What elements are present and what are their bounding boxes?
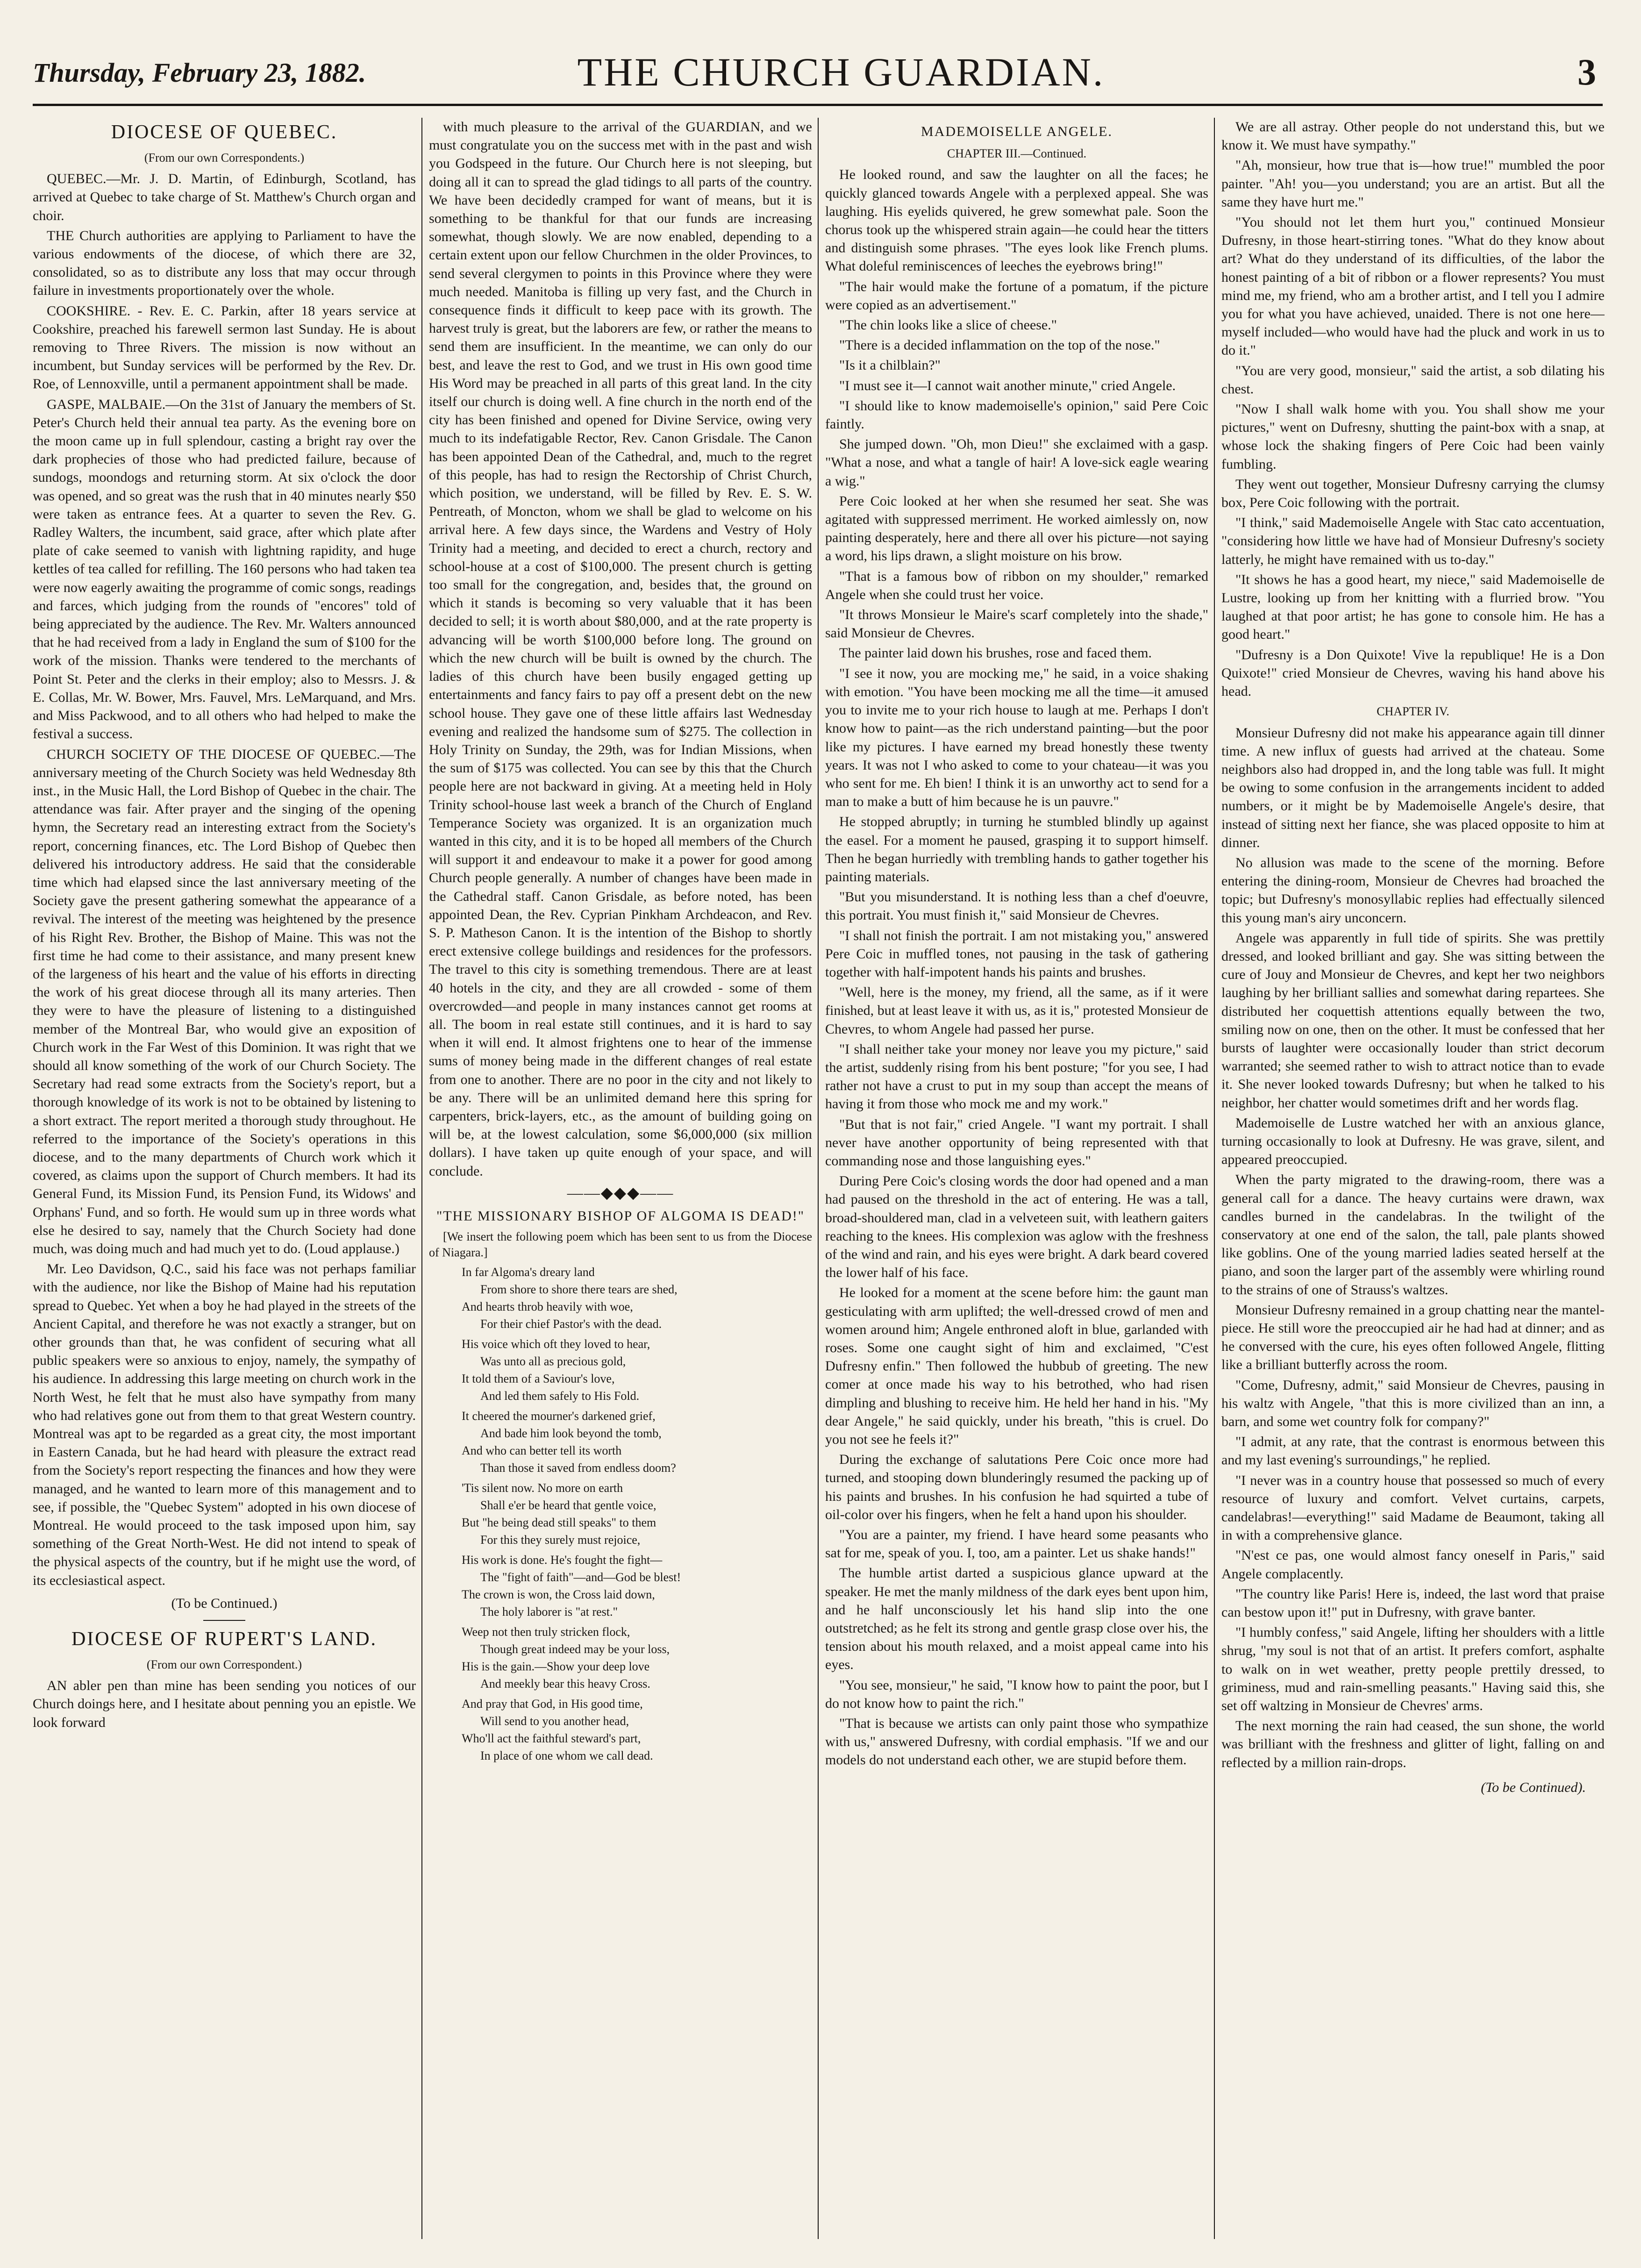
paragraph: He looked round, and saw the laughter on all the faces; he quickly glanced towards Angele with a perplexed appeal. She was laughing. His eyelids quivered, he grew somewhat pale. Soon the chorus took up the whispered strain again—he could hear the titters and distinguish some phrases. "The eyes look like French plums. What doleful reminiscences of leeches the eyebrows bring!" [825,167,1208,274]
paragraph: "I must see it—I cannot wait another minute," cried Angele. [839,378,1176,393]
poem-line: But "he being dead still speaks" to them [462,1516,656,1530]
paragraph: "Well, here is the money, my friend, all the same, as if it were finished, but at least leave it with us, as it is," protested Monsieur de Chevres, to whom Angele had passed her purse. [825,984,1208,1037]
ornament-divider: ——◆◆◆—— [567,1184,674,1202]
paragraph: "I think," said Mademoiselle Angele with Stac cato accentuation, "considering how little we have had of Monsieur Dufresny's society latterly, he might have remained with us to-day." [1221,515,1605,567]
paragraph: "But you misunderstand. It is nothing less than a chef d'oeuvre, this portrait. You must finish it," said Monsieur de Chevres. [825,889,1208,923]
chapter-heading: CHAPTER IV. [1377,705,1449,719]
paragraph: CHURCH SOCIETY OF THE DIOCESE OF QUEBEC.—The anniversary meeting of the Church Society was held Wednesday 8th inst., in the Music Hall, the Lord Bishop of Quebec in the chair. The attendance was fair. After prayer and the singing of the opening hymn, the Secretary read an interesting extract from the Society's report, concerning finances, etc. The Lord Bishop of Quebec then delivered his introductory address. He said that the considerable time which had elapsed since the last anniversary meeting of the Society gave the present gathering somewhat the appearance of a revival. The interest of the meeting was heightened by the presence of his Right Rev. Brother, the Bishop of Maine. This was not the first time he had come to their assistance, and many present knew of the largeness of his heart and the value of his efforts in directing the work of his great diocese through all its many arteries. Then they were to have the pleasure of listening to a distinguished member of the Montreal Bar, who would give an exposition of Church work in the Far West of this Dominion. It was right that we should all know something of the work of our Church Society. The Secretary had read some extracts from the Society's report, but a thorough knowledge of its work is not to be obtained by listening to a short extract. The report merited a thorough study throughout. He referred to the importance of the Society's operations in this diocese, and to the many departments of Church work which it covered, as claims upon the support of Church members. It had its General Fund, its Mission Fund, its Pension Fund, its Widows' and Orphans' Fund, and so forth. He would sum up in three words what else he desired to say, namely that the Church Society had done much, was doing much and had much yet to do. (Loud applause.) [33,746,416,1256]
paragraph: "You should not let them hurt you," continued Monsieur Dufresny, in those heart-stirring tones. "What do they know about art? What do they understand of its difficulties, of the labor the honest painting of a bit of ribbon or a flower represents? You must mind me, my friend, who am a brother artist, and I tell you I admire you for what you have achieved, unaided. There is not one here—myself included—who would have had the pluck and work in us to do it." [1221,214,1605,358]
poem-line: For their chief Pastor's with the dead. [480,1317,662,1331]
poem-line: Will send to you another head, [480,1714,629,1728]
paragraph: "You are very good, monsieur," said the artist, a sob dilating his chest. [1221,363,1605,397]
page-number: 3 [1577,52,1596,93]
poem-line: In place of one whom we call dead. [480,1749,653,1763]
column-1 [33,118,416,2248]
continued-note: (To be Continued.) [171,1595,278,1611]
poem-line: The "fight of faith"—and—God be blest! [480,1570,681,1584]
poem-line: It cheered the mourner's darkened grief, [462,1409,656,1423]
paragraph: with much pleasure to the arrival of the GUARDIAN, and we must congratulate you on the success met with in the past and wish you Godspeed in the future. Our Church here is not sleeping, but doing all it can to spread the glad tidings to all parts of the country. We have been decidedly cramped for want of means, but it is something to be thankful for that our funds are increasing somewhat, though slowly. We are now enabled, depending to a certain extent upon our fellow Churchmen in the older Provinces, to send several clergymen to points in this Province where they were much needed. Manitoba is filling up very fast, and the Church in consequence finds it difficult to keep pace with its growth. The harvest truly is great, but the laborers are few, or rather the means to send them are insufficient. In the meantime, we can only do our best, and leave the rest to God, and we trust in His own good time His Word may be preached in all parts of this great land. In the city itself our church is doing well. A fine church in the north end of the city has been finished and opened for Divine Service, owing very much to its indefatigable Rector, Rev. Canon Grisdale. The Canon has been appointed Dean of the Cathedral, and, much to the regret of this people, has had to resign the Rectorship of Christ Church, which position, we understand, will be filled by Rev. E. S. W. Pentreath, of Moncton, whom we shall be glad to welcome on his arrival here. A few days since, the Wardens and Vestry of Holy Trinity had a meeting, and decided to erect a church, rectory and school-house at a cost of $100,000. The present church is getting too small for the congregation, and, besides that, the ground on which it stands is becoming so very valuable that it has been decided to sell; it is worth about $80,000, and at the rate property is advancing will be worth $100,000 before long. The ground on which the new church will be built is owned by the church. The ladies of this church have been busily engaged getting up entertainments and fancy fairs to pay off a present debt on the new school house. They gave one of these little affairs last Wednesday evening and realized the handsome sum of $275. The collection in Holy Trinity on Sunday, the 29th, was for Indian Missions, when the sum of $175 was collected. You can see by this that the Church people here are not backward in giving. At a meeting held in Holy Trinity school-house last week a branch of the Church of England Temperance Society was organized. It is an organization much wanted in this city, and it is to be hoped all members of the Church will support it and endeavour to make it a power for good among Church people generally. A number of changes have been made in the Cathedral staff. Canon Grisdale, as before noted, has been appointed Dean, the Rev. Cyprian Pinkham Archdeacon, and Rev. S. P. Matheson Canon. It is the intention of the Bishop to shortly erect extensive college buildings and residences for the professors. The travel to this city is something tremendous. There are at least 40 hotels in the city, and they are all crowded - some of them overcrowded—and people in many instances cannot get rooms at all. The boom in real estate still continues, and it is hard to say when it will end. It almost frightens one to hear of the immense sums of money being made in the different changes of real estate from one to another. There are no poor in the city and not likely to be any. There will be an unlimited demand here this spring for carpenters, brick-layers, etc., as the amount of building going on will be, at the lowest calculation, some $6,000,000 (six million dollars). I have taken up quite enough of your space, and will conclude. [429,119,812,1179]
paragraph: We are all astray. Other people do not understand this, but we know it. We must have sympathy." [1221,119,1605,153]
paragraph: He looked for a moment at the scene before him: the gaunt man gesticulating with arm uplifted; the well-dressed crowd of men and women around him; Angele enthroned aloft in blue, garlanded with roses. Some one caught sight of him and exclaimed, "C'est Dufresny enfin." Then followed the hubbub of greeting. The new comer at once made his way to his betrothed, who had risen dimpling and blushing to receive him. He held her hand in his. "My dear Angele," he said quickly, under his breath, "this is cruel. Do you not see he feels it?" [825,1285,1208,1448]
paragraph: QUEBEC.—Mr. J. D. Martin, of Edinburgh, Scotland, has arrived at Quebec to take charge of St. Matthew's Church organ and choir. [33,171,416,223]
paragraph: "You are a painter, my friend. I have heard some peasants who sat for me, speak of you. I, too, am a painter. Let us shake hands!" [825,1527,1208,1561]
paragraph: The next morning the rain had ceased, the sun shone, the world was brilliant with the freshness and glitter of light, falling on and reflected by a million rain-drops. [1221,1718,1605,1770]
poem-stanza [429,1551,812,1620]
poem-line: 'Tis silent now. No more on earth [462,1481,623,1495]
story-title: MADEMOISELLE ANGELE. [921,124,1113,139]
paragraph: "I see it now, you are mocking me," he said, in a voice shaking with emotion. "You have been mocking me all the time—it amused you to invite me to your rich house to laugh at me. Perhaps I don't know how to paint—as the rich understand painting—but the poor like my pictures. I have earned my bread honestly these twenty years. It was not I who asked to come to your chateau—it was you who sent for me. Eh bien! I think it is an unworthy act to send for a man to make a butt of him because he is un pauvre." [825,665,1208,810]
paragraph: "It shows he has a good heart, my niece," said Mademoiselle de Lustre, looking up from her knitting with a flurried brow. "You laughed at that poor artist; he has gone to console him. He has a good heart." [1221,571,1605,642]
story-body [1221,118,1605,700]
paragraph: During Pere Coic's closing words the door had opened and a man had paused on the threshold in the act of entering. He was a tall, broad-shouldered man, clad in a velveteen suit, with leathern gaiters reaching to the knees. His complexion was aglow with the freshness of the wind and rain, and his eyes were bright. A dark beard covered the lower half of his face. [825,1173,1208,1281]
paragraph: "I never was in a country house that possessed so much of every resource of luxury and comfort. Velvet curtains, carpets, candelabras!—everything!" said Madame de Beaumont, taking all in with a comprehensive glance. [1221,1472,1605,1543]
continued-note: (To be Continued). [1481,1779,1586,1795]
story-body [1221,724,1605,1772]
article-separator [203,1620,245,1621]
article-source: (From our own Correspondent.) [146,1658,302,1672]
paragraph: "Is it a chilblain?" [839,357,941,373]
poem [429,1263,812,1764]
poem-line: Though great indeed may be your loss, [480,1642,670,1656]
paragraph: GASPE, MALBAIE.—On the 31st of January the members of St. Peter's Church held their annual tea party. As the evening bore on the moon came up in full splendour, casting a bright ray over the dark prophecies of those who had predicted failure, because of sundogs, moondogs and returning storm. At six o'clock the door was opened, and so great was the rush that in 40 minutes nearly $50 were taken as entrance fees. At a quarter to seven the Rev. G. Radley Walters, the incumbent, said grace, after which plate after plate of cake seemed to vanish with lightning rapidity, and huge kettles of tea called for refilling. The 160 persons who had taken tea were now eagerly awaiting the programme of comic songs, readings and farces, which judging from the rounds of "encores" told of being appreciated by the audience. The Rev. Mr. Walters announced that he had received from a lady in England the sum of $100 for the work of the mission. Thanks were tendered to the merchants of Point St. Peter and the clerks in their employ; also to Messrs. J. & E. Collas, Mr. W. Bower, Mrs. Fauvel, Mrs. LeMarquand, and Mrs. and Miss Packwood, and to all others who had helped to make the festival a success. [33,396,416,742]
poem-line: Than those it saved from endless doom? [480,1461,676,1475]
paragraph: "I should like to know mademoiselle's opinion," said Pere Coic faintly. [825,398,1208,432]
poem-stanza [429,1479,812,1548]
article-body [429,118,812,1180]
paragraph: "The country like Paris! Here is, indeed, the last word that praise can bestow upon it!" put in Dufresny, with grave banter. [1221,1586,1605,1620]
paragraph: "The chin looks like a slice of cheese." [839,317,1057,333]
poem-line: And meekly bear this heavy Cross. [480,1677,650,1691]
paragraph: Pere Coic looked at her when she resumed her seat. She was agitated with suppressed merriment. He worked aimlessly on, now painting desperately, here and there all over his picture—not saying a word, his lips drawn, a slight moisture on his brow. [825,493,1208,564]
paragraph: AN abler pen than mine has been sending you notices of our Church doings here, and I hesitate about penning you an epistle. We look forward [33,1678,416,1730]
article-source: (From our own Correspondents.) [144,151,305,164]
poem-line: In far Algoma's dreary land [462,1265,595,1279]
poem-line: And pray that God, in His good time, [462,1697,643,1711]
poem-line: From shore to shore there tears are shed, [480,1283,678,1297]
poem-stanza [429,1695,812,1764]
paragraph: Mademoiselle de Lustre watched her with an anxious glance, turning occasionally to look at Dufresny. He was grave, silent, and appeared preoccupied. [1221,1115,1605,1168]
paragraph: The painter laid down his brushes, rose and faced them. [839,645,1152,661]
poem-stanza [429,1407,812,1476]
column-divider [818,118,819,2239]
paragraph: COOKSHIRE. - Rev. E. C. Parkin, after 18 years service at Cookshire, preached his farewell sermon last Sunday. He is about removing to Three Rivers. The mission is now without an incumbent, but Sunday services will be performed by the Rev. Dr. Roe, of Lennoxville, until a permanent appointment shall be made. [33,303,416,392]
paragraph: "I shall not finish the portrait. I am not mistaking you," answered Pere Coic in muffled tones, not pausing in the task of gathering together with half-impotent hands his paints and brushes. [825,927,1208,980]
paragraph: Monsieur Dufresny remained in a group chatting near the mantel-piece. He still wore the preoccupied air he had had at dinner; and as he conversed with the cure, his eyes often followed Angele, flitting like a brilliant butterfly across the room. [1221,1302,1605,1373]
paragraph: "Now I shall walk home with you. You shall show me your pictures," went on Dufresny, shutting the paint-box with a snap, at whose lock the shaking fingers of Pere Coic had been vainly fumbling. [1221,401,1605,472]
poem-line: Shall e'er be heard that gentle voice, [480,1498,656,1512]
poem-line: And who can better tell its worth [462,1444,622,1458]
column-divider [1214,118,1215,2239]
poem-line: And bade him look beyond the tomb, [480,1426,662,1441]
paragraph: "I shall neither take your money nor leave you my picture," said the artist, suddenly rising from his bent posture; "for you see, I had rather not have a crust to put in my soup than accept the means of having it from those who mock me and my work." [825,1041,1208,1112]
paragraph: "Come, Dufresny, admit," said Monsieur de Chevres, pausing in his waltz with Angele, "that this is more civilized than an inn, a barn, and some wet country folk for company?" [1221,1377,1605,1430]
poem-line: Who'll act the faithful steward's part, [462,1732,641,1746]
poem-line: And hearts throb heavily with woe, [462,1300,633,1314]
poem-line: Weep not then truly stricken flock, [462,1625,630,1639]
poem-stanza [429,1335,812,1405]
article-heading: DIOCESE OF QUEBEC. [111,121,338,143]
paragraph: "Dufresny is a Don Quixote! Vive la republique! He is a Don Quixote!" cried Monsieur de Chevres, waving his hand above his head. [1221,647,1605,699]
masthead-title: THE CHURCH GUARDIAN. [577,50,1105,94]
column-2 [429,118,812,2248]
header-rule [33,104,1603,106]
paragraph: "I humbly confess," said Angele, lifting her shoulders with a little shrug, "my soul is not that of an artist. It prefers comfort, asphalte to walk on in wet weather, pretty people prettily dressed, to griminess, mud and rain-smelling peasants." Having said this, she set off waltzing in Monsieur de Chevres' arms. [1221,1625,1605,1714]
poem-line: And led them safely to His Fold. [480,1389,640,1403]
poem-stanza [429,1623,812,1692]
paragraph: The humble artist darted a suspicious glance upward at the speaker. He met the manly mildness of the dark eyes bent upon him, and he half unconsciously let his hand slip into the one outstretched; as he felt its strong and gentle grasp close over his, the tension about his mouth relaxed, and a moist appeal came into his eyes. [825,1565,1208,1673]
paragraph: "You see, monsieur," he said, "I know how to paint the poor, but I do not know how to paint the rich." [825,1677,1208,1711]
poem-title: "THE MISSIONARY BISHOP OF ALGOMA IS DEAD!" [436,1208,805,1224]
chapter-heading: CHAPTER III.—Continued. [947,147,1087,161]
paragraph: When the party migrated to the drawing-room, there was a general call for a dance. The heavy curtains were drawn, wax candles burned in the candelabras. In the twilight of the conservatory at one end of the salon, the tall, pale plants showed like goblins. One of the young married ladies seated herself at the piano, and soon the larger part of the assembly were whirling round to the strains of one of Strauss's waltzes. [1221,1172,1605,1298]
paragraph: "The hair would make the fortune of a pomatum, if the picture were copied as an advertisement." [825,278,1208,313]
column-3 [825,118,1208,2248]
column-divider [421,118,422,2239]
paragraph: "But that is not fair," cried Angele. "I want my portrait. I shall never have another opportunity of being represented with that commanding nose and those languishing eyes." [825,1116,1208,1169]
paragraph: "Ah, monsieur, how true that is—how true!" mumbled the poor painter. "Ah! you—you understand; you are an artist. But all the same they have hurt me." [1221,157,1605,210]
paragraph: She jumped down. "Oh, mon Dieu!" she exclaimed with a gasp. "What a nose, and what a tangle of hair! A love-sick eagle wearing a wig." [825,436,1208,489]
story-body [825,165,1208,1769]
issue-date: Thursday, February 23, 1882. [33,57,366,88]
poem-line: The crown is won, the Cross laid down, [462,1588,655,1602]
poem-line: Was unto all as precious gold, [480,1355,626,1369]
paragraph: "That is a famous bow of ribbon on my shoulder," remarked Angele when she could trust her voice. [825,568,1208,602]
poem-line: His work is done. He's fought the fight— [462,1553,663,1567]
column-4 [1221,118,1605,2248]
paragraph: He stopped abruptly; in turning he stumbled blindly up against the easel. For a moment he paused, grasping it to support himself. Then he began hurriedly with trembling hands to gather together his painting materials. [825,814,1208,884]
paragraph: "I admit, at any rate, that the contrast is enormous between this and my last evening's surroundings," he replied. [1221,1434,1605,1468]
article-heading: DIOCESE OF RUPERT'S LAND. [71,1628,378,1650]
paragraph: THE Church authorities are applying to Parliament to have the various endowments of the diocese, of which there are 32, consolidated, so as to distribute any loss that may occur through failure in investments proportionately over the whole. [33,228,416,299]
poem-line: His is the gain.—Show your deep love [462,1660,650,1674]
paragraph: "That is because we artists can only paint those who sympathize with us," answered Dufresny, with cordial emphasis. "If we and our models do not understand each other, we are stupid before them. [825,1716,1208,1768]
paragraph: Angele was apparently in full tide of spirits. She was prettily dressed, and looked brilliant and gay. She was sitting between the cure of Jouy and Monsieur de Chevres, and kept her two neighbors laughing by her brilliant sallies and somewhat daring repartees. She distributed her coquettish attentions equally between the two, smiling now on one, then on the other. It must be confessed that her bursts of laughter were occasionally louder than strict decorum warranted; she seemed rather to wish to attract notice than to evade it. She never looked towards Dufresny; but when he talked to his neighbor, her chatter would sometimes drift and her words flag. [1221,930,1605,1111]
paragraph: "There is a decided inflammation on the top of the nose." [839,337,1160,353]
poem-stanza [429,1263,812,1333]
paragraph: Mr. Leo Davidson, Q.C., said his face was not perhaps familiar with the audience, nor like the Bishop of Maine had his reputation spread to Quebec. Yet when a boy he had played in the streets of the Ancient Capital, and therefore he was not exactly a stranger, but on other grounds than that, he was confident of securing what all public speakers were so anxious to enjoy, namely, the sympathy of his audience. In addressing this large meeting on church work in the North West, he felt that he must also have sympathy from many who had relatives gone out from them to that great Western country. Montreal was apt to be regarded as a great city, the most important in Eastern Canada, but he had heard with pleasure the extract read from the Society's report respecting the finances and how they were managed, and he wanted to learn more of this management and to see, if possible, the "Quebec System" adopted in his own diocese of Montreal. He would proceed to the task imposed upon him, say something of the Great North-West. He did not intend to speak of the physical aspects of the country, but if he might use the word, of its ecclesiastical aspect. [33,1261,416,1588]
poem-note: [We insert the following poem which has been sent to us from the Diocese of Niagara.] [429,1230,812,1260]
poem-line: The holy laborer is "at rest." [480,1605,618,1619]
poem-line: For this they surely must rejoice, [480,1533,641,1547]
paragraph: No allusion was made to the scene of the morning. Before entering the dining-room, Monsieur de Chevres had broached the topic; but Dufresny's monosyllabic replies had effectually silenced this young man's airy unconcern. [1221,855,1605,926]
paragraph: "It throws Monsieur le Maire's scarf completely into the shade," said Monsieur de Chevres. [825,607,1208,641]
paragraph: "N'est ce pas, one would almost fancy oneself in Paris," said Angele complacently. [1221,1548,1605,1582]
paragraph: Monsieur Dufresny did not make his appearance again till dinner time. A new influx of guests had arrived at the chateau. Some neighbors also had dropped in, and the long table was full. It might be owing to some confusion in the arrangements incident to added numbers, or it might be by Mademoiselle Angele's desire, that instead of sitting next her fiance, she was placed opposite to him at dinner. [1221,725,1605,850]
paragraph: During the exchange of salutations Pere Coic once more had turned, and stooping down blunderingly resumed the packing up of his paints and brushes. In his confusion he had squirted a tube of oil-color over his fingers, when he felt a hand upon his shoulder. [825,1452,1208,1522]
poem-line: His voice which oft they loved to hear, [462,1337,650,1351]
paragraph: They went out together, Monsieur Dufresny carrying the clumsy box, Pere Coic following with the portrait. [1221,476,1605,511]
poem-line: It told them of a Saviour's love, [462,1372,615,1386]
article-body [33,170,416,1590]
